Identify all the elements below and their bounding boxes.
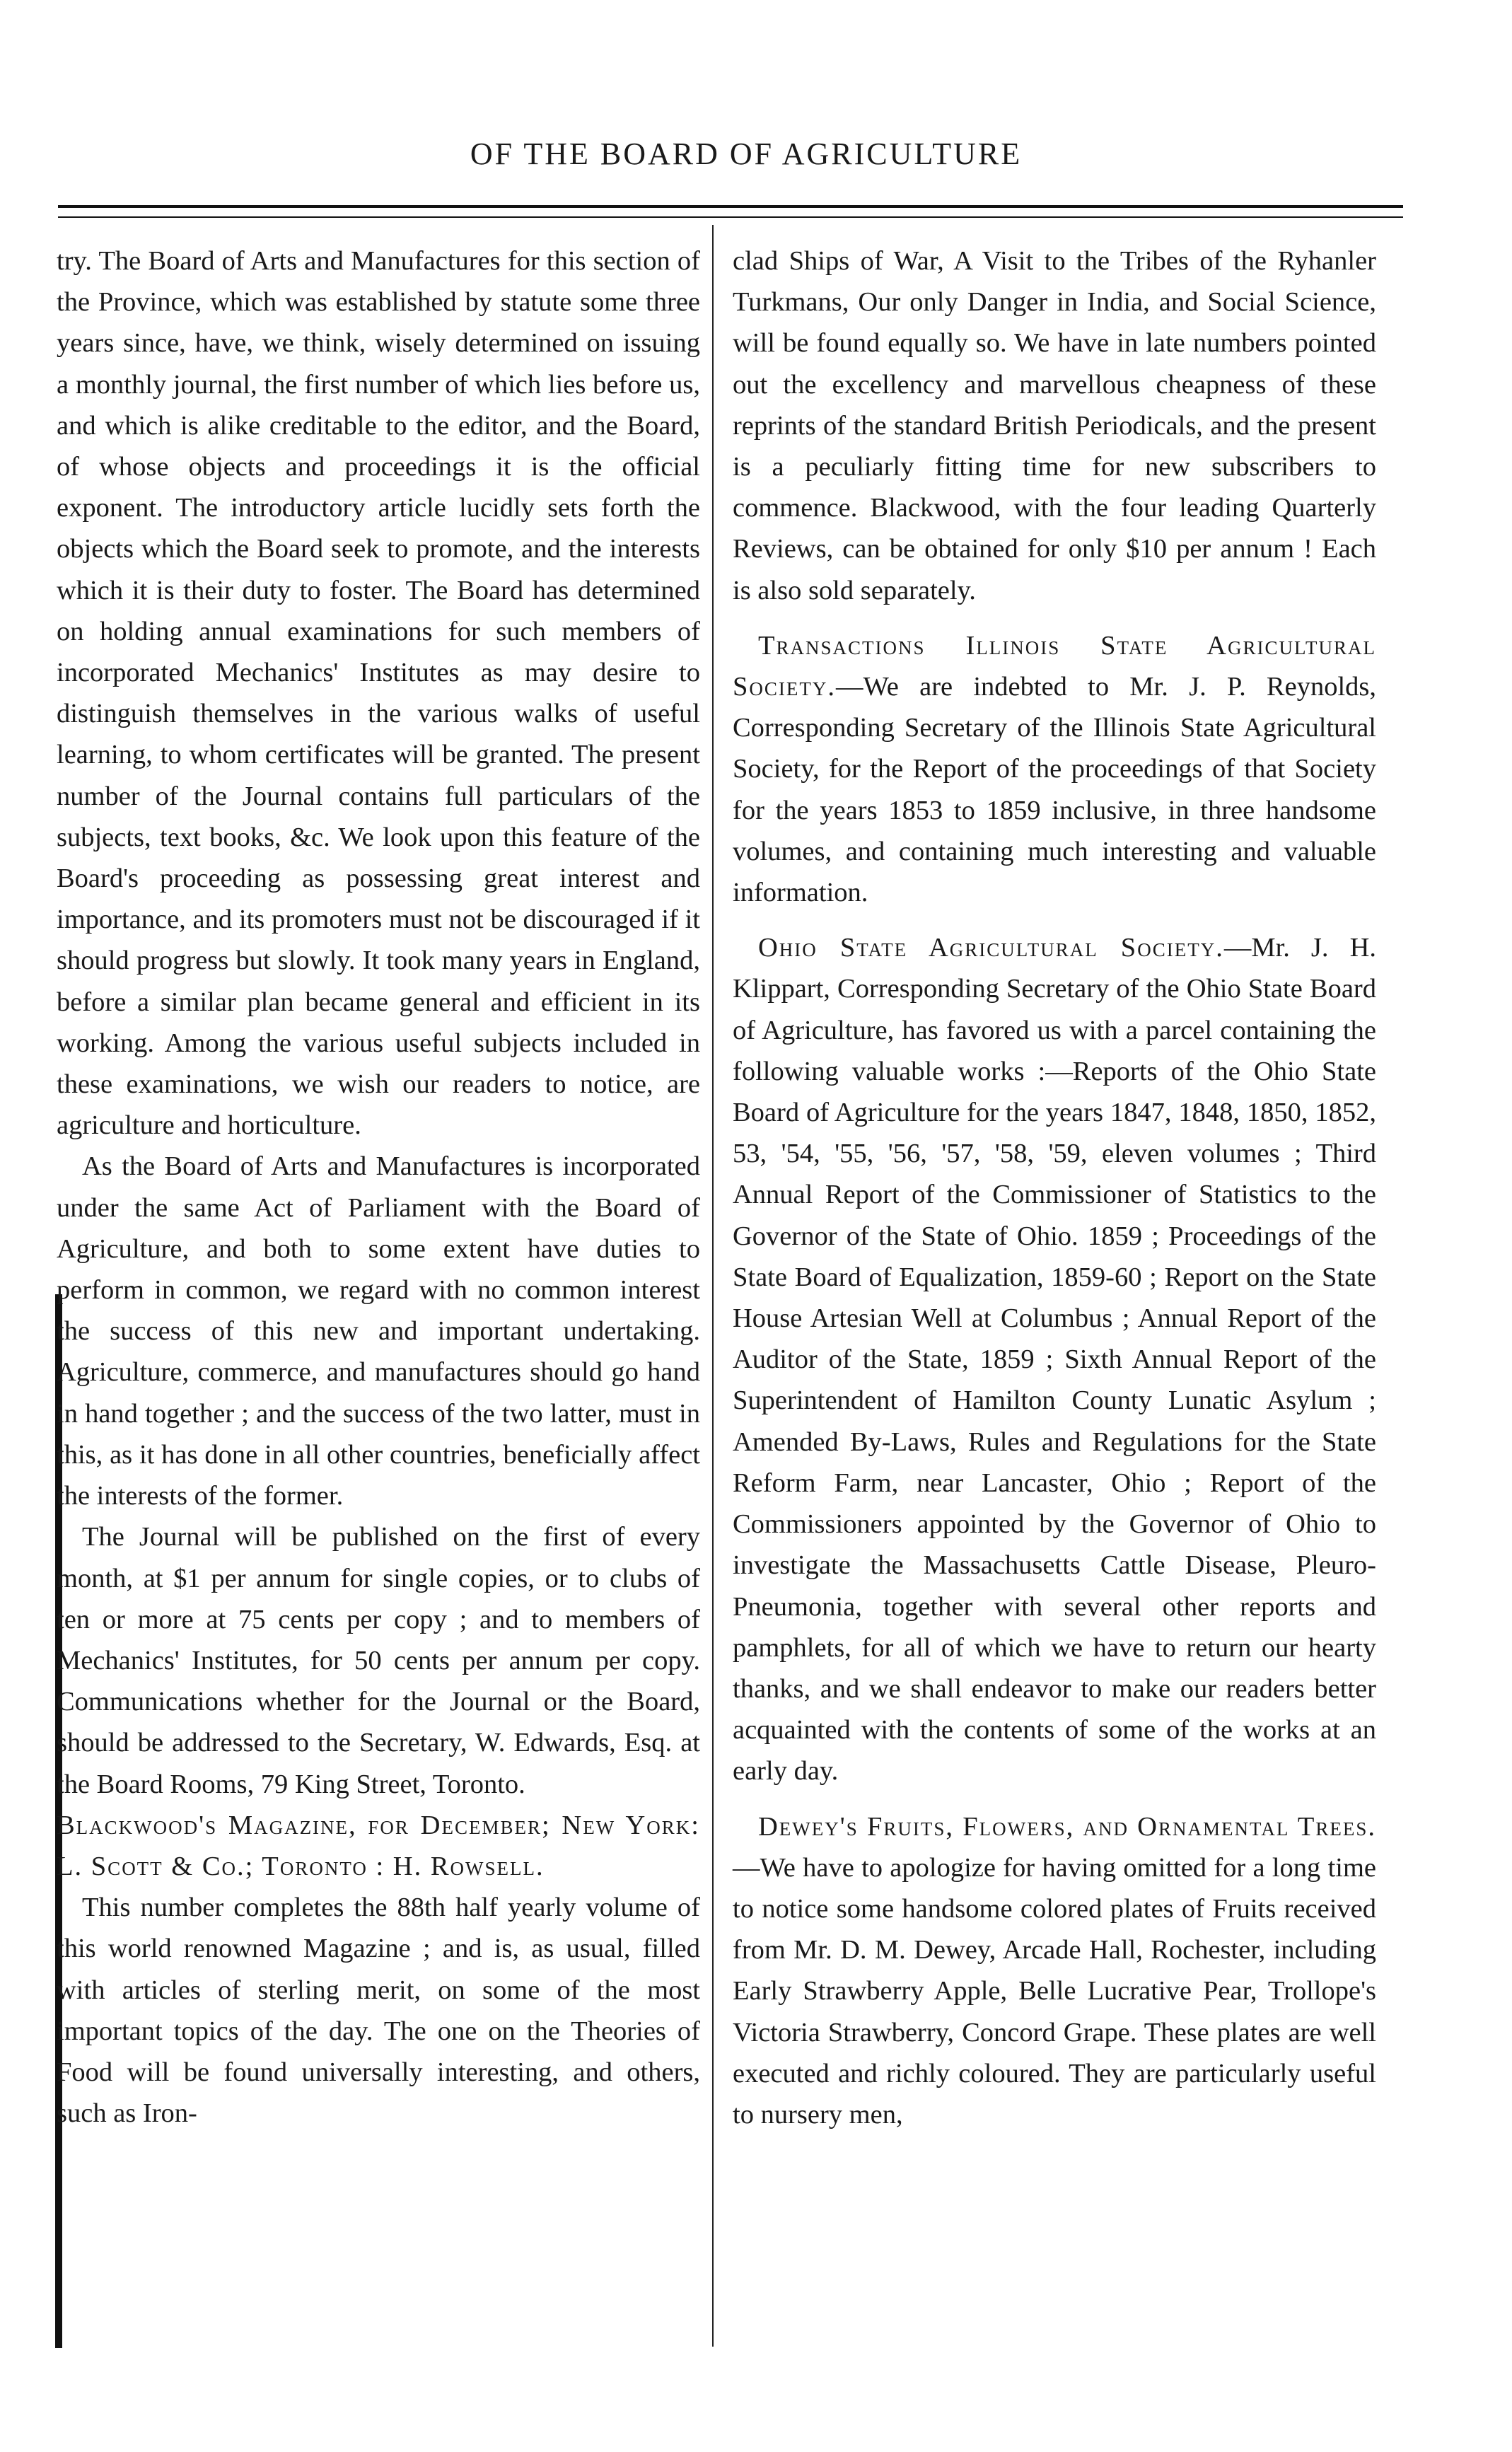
header-rule-thick — [58, 205, 1403, 208]
paragraph: clad Ships of War, A Visit to the Tribes of the Ryhanler Turkmans, Our only Danger in India, and Social Science, will be found equally so. We have in late numbers pointed out the excellency and marvellous cheapness of these reprints of the standard British Periodicals, and the present is a peculiarly fitting time for new subscribers to commence. Blackwood, with the four leading Quarterly Reviews, can be obtained for only $10 per annum ! Each is also sold separately. — [733, 246, 1376, 605]
column-divider — [712, 225, 714, 2347]
running-title: OF THE BOARD OF AGRICULTURE — [470, 136, 1023, 171]
left-column — [57, 240, 700, 2134]
notice-heading: Blackwood's Magazine, for December; New York: L. Scott & Co.; Toronto : H. Rowsell. — [57, 1810, 700, 1881]
notice-body: —We have to apologize for having omitted for a long time to notice some handsome colored plates of Fruits received from Mr. D. M. Dewey, Arcade Hall, Rochester, including Early Strawberry Apple, Belle Lucrative Pear, Trollope's Victoria Strawberry, Concord Grape. These plates are well executed and richly coloured. They are particularly useful to nursery men, — [733, 1852, 1376, 2129]
notice-paragraph — [733, 927, 1376, 1791]
header-rule-thin — [58, 216, 1403, 218]
notice-body: —We are indebted to Mr. J. P. Reynolds, Corresponding Secretary of the Illinois State Agricultural Society, for the Report of the proceedings of that Society for the years 1853 to 1859 inclusive, in three handsome volumes, and containing much interesting and valuable information. — [733, 672, 1376, 908]
notice-heading: Dewey's Fruits, Flowers, and Ornamental Trees. — [758, 1811, 1376, 1842]
paragraph: As the Board of Arts and Manufactures is incorporated under the same Act of Parliament with the Board of Agriculture, and both to some extent have duties to perform in common, we regard with no common interest the success of this new and important undertaking. Agriculture, commerce, and manufactures should go hand in hand together ; and the success of the two latter, must in this, as it has done in all other countries, beneficially affect the interests of the former. — [57, 1151, 700, 1511]
notice-paragraph — [733, 1806, 1376, 2136]
paragraph: The Journal will be published on the first of every month, at $1 per annum for single copies, or to clubs of ten or more at 75 cents per copy ; and to members of Mechanics' Institutes, for 50 cents per annum per copy. Communications whether for the Journal or the Board, should be addressed to the Secretary, W. Edwards, Esq. at the Board Rooms, 79 King Street, Toronto. — [57, 1522, 700, 1799]
notice-heading: Ohio State Agricultural Society. — [758, 933, 1224, 963]
notice-body: —Mr. J. H. Klippart, Corresponding Secretary of the Ohio State Board of Agriculture, has favored us with a parcel containing the following valuable works :—Reports of the Ohio State Board of Agriculture for the years 1847, 1848, 1850, 1852, 53, '54, '55, '56, '57, '58, '59, eleven volumes ; Third Annual Report of the Commissioner of Statistics to the Governor of the State of Ohio. 1859 ; Proceedings of the State Board of Equalization, 1859-60 ; Report on the State House Artesian Well at Columbus ; Annual Report of the Auditor of the State, 1859 ; Sixth Annual Report of the Superintendent of Hamilton County Lunatic Asylum ; Amended By-Laws, Rules and Regulations for the State Reform Farm, near Lancaster, Ohio ; Report of the Commissioners appointed by the Governor of Ohio to investigate the Massachusetts Cattle Disease, Pleuro-Pneumonia, together with several other reports and pamphlets, for all of which we have to return our hearty thanks, and we shall endeavor to make our readers better acquainted with the contents of some of the works at an early day. — [733, 933, 1376, 1786]
notice-paragraph — [733, 625, 1376, 913]
paragraph: This number completes the 88th half yearly volume of this world renowned Magazine ; and is, as usual, filled with articles of sterling merit, on some of the most important topics of the day. The one on the Theories of Food will be found universally interesting, and others, such as Iron- — [57, 1893, 700, 2129]
paragraph: try. The Board of Arts and Manufactures for this section of the Province, which was established by statute some three years since, have, we think, wisely determined on issuing a monthly journal, the first number of which lies before us, and which is alike creditable to the editor, and the Board, of whose objects and proceedings it is the official exponent. The introductory article lucidly sets forth the objects which the Board seek to promote, and the interests which it is their duty to foster. The Board has determined on holding annual examinations for such members of incorporated Mechanics' Institutes as may desire to distinguish themselves in the various walks of useful learning, to whom certificates will be granted. The present number of the Journal contains full particulars of the subjects, text books, &c. We look upon this feature of the Board's proceeding as possessing great interest and importance, and its promoters must not be discouraged if it should progress but slowly. It took many years in England, before a similar plan became general and efficient in its working. Among the various useful subjects included in these examinations, we wish our readers to notice, are agriculture and horticulture. — [57, 246, 700, 1141]
notice-heading: Transactions Illinois State Agricultural Society. — [733, 630, 1376, 702]
right-column — [733, 240, 1376, 2135]
